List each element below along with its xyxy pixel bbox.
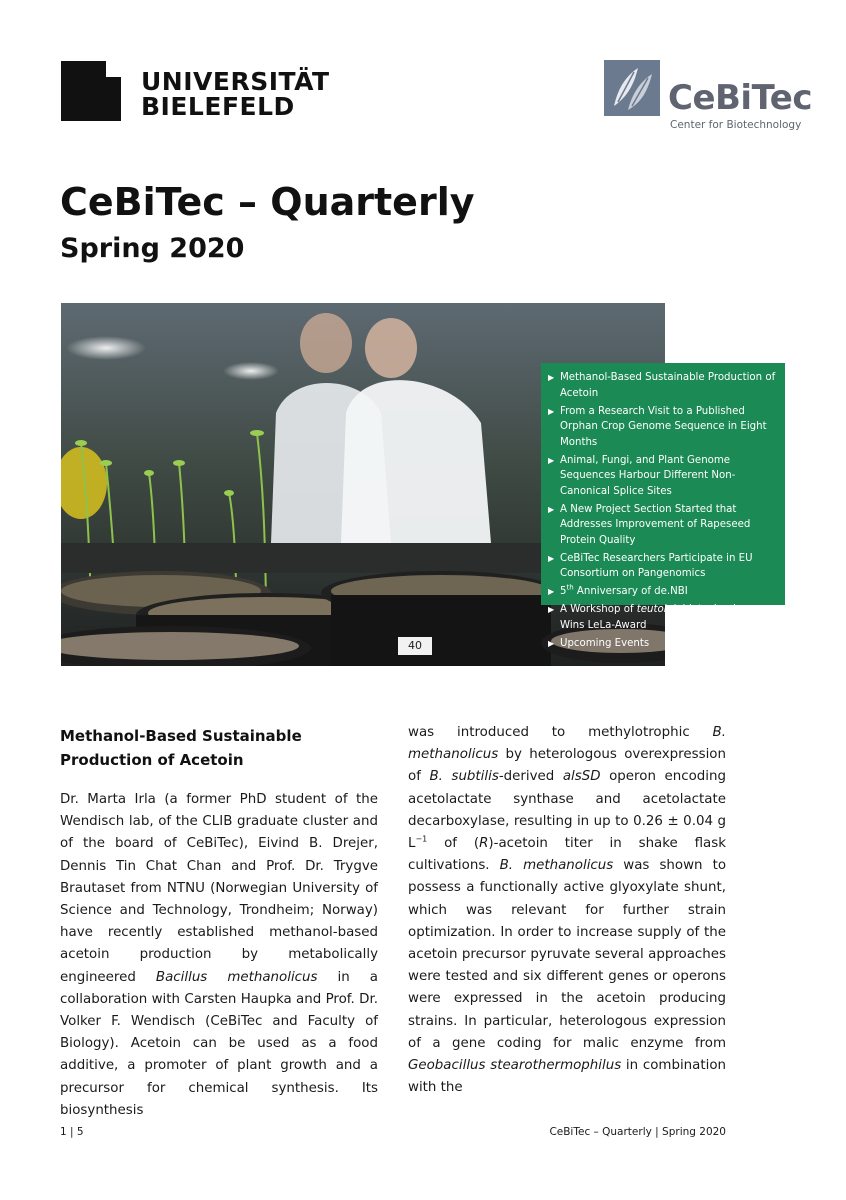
university-line2: BIELEFELD (141, 92, 295, 121)
toc-item-superscript: th (566, 583, 574, 592)
paragraph-text: by heterologous overexpression of (408, 747, 726, 785)
toc-item-label: From a Research Visit to a Published Orphan Crop Genome Sequence in Eight Months (560, 405, 767, 448)
paragraph-text: )-acetoin titer in shake flask cultivations. (408, 836, 726, 874)
cebitec-logo-icon (604, 60, 660, 116)
pot-label: 40 (398, 637, 432, 655)
footer-publication: CeBiTec – Quarterly | Spring 2020 (549, 1126, 726, 1138)
triangle-right-icon: ▶ (548, 455, 555, 465)
university-logo-mark (61, 61, 121, 121)
gene-name: alsSD (562, 769, 601, 785)
cebitec-name: CeBiTec (668, 78, 812, 118)
triangle-right-icon: ▶ (548, 553, 555, 563)
toc-item-label: Animal, Fungi, and Plant Genome Sequences Harbour Different Non-Canonical Splice Sites (560, 454, 736, 497)
paragraph-text: of ( (427, 836, 480, 852)
unit-exponent: −1 (415, 834, 428, 844)
cebitec-logo (604, 60, 812, 132)
article-heading: Methanol-Based Sustainable Production of Acetoin (60, 727, 302, 769)
page-subtitle: Spring 2020 (60, 233, 245, 264)
toc-item[interactable] (548, 636, 777, 652)
toc-item[interactable] (548, 602, 777, 633)
university-line1: UNIVERSITÄT (141, 67, 330, 96)
toc-item-label: Methanol-Based Sustainable Production of Acetoin (560, 372, 776, 399)
toc-item[interactable] (548, 551, 777, 582)
toc-item-label: A Workshop of (560, 604, 637, 615)
triangle-right-icon: ▶ (548, 406, 555, 416)
toc-item[interactable] (548, 404, 777, 451)
page-number: 1 | 5 (60, 1126, 84, 1138)
paragraph-text: operon encoding acetolactate synthase and acetolactate decarboxylase, resulting in up to 0.26 ± 0.04 g L (408, 769, 726, 852)
university-name (141, 69, 330, 119)
cebitec-subtitle: Center for Biotechnology (670, 119, 802, 131)
toc-item-label: CeBiTec Researchers Participate in EU Consortium on Pangenomics (560, 552, 753, 579)
toc-item-label: Upcoming Events (560, 637, 650, 649)
paragraph-text: -derived (498, 769, 563, 785)
triangle-right-icon: ▶ (548, 638, 555, 648)
toc-item-label: Anniversary of de.NBI (573, 586, 688, 597)
triangle-right-icon: ▶ (548, 605, 555, 614)
paragraph-text: in combination with the (408, 1058, 727, 1096)
toc-item[interactable] (548, 453, 777, 500)
species-name: B. subtilis (429, 769, 499, 785)
toc-item[interactable] (548, 502, 777, 549)
triangle-right-icon: ▶ (548, 373, 555, 382)
paragraph-text: was introduced to methylotrophic (408, 725, 713, 740)
toc-item[interactable] (548, 370, 777, 401)
table-of-contents (541, 363, 785, 649)
toc-item[interactable] (548, 584, 777, 600)
species-name: B. methanolicus (499, 858, 614, 874)
triangle-right-icon: ▶ (548, 587, 555, 596)
toc-item-label: biotechnology Wins LeLa-Award (560, 604, 755, 631)
paragraph-text: was shown to possess a functionally active glyoxylate shunt, which was relevant for further strain optimization. In order to increase supply of the acetoin precursor pyruvate several approaches were tested and six different genes or operons were expressed in the acetoin producing strains. In particular, heterologous expression of a gene coding for malic enzyme from (408, 858, 727, 1051)
triangle-right-icon: ▶ (548, 504, 555, 514)
toc-item-label: A New Project Section Started that Addresses Improvement of Rapeseed Protein Quality (560, 503, 751, 546)
toc-item-emphasis: teutolab (636, 604, 680, 615)
article-column-1 (60, 789, 378, 1122)
page-title: CeBiTec – Quarterly (60, 180, 475, 224)
article-column-2 (408, 722, 726, 1099)
species-name: Bacillus methanolicus (155, 969, 318, 985)
toc-item-number: 5 (560, 586, 567, 597)
species-name: B. methanolicus (408, 725, 726, 763)
paragraph-text: in a collaboration with Carsten Haupka and Prof. Dr. Volker F. Wendisch (CeBiTec and Faculty of Biology). Acetoin can be used as a food additive, a promoter of plant growth and a precursor for chemical synthesis. Its biosynthesis (60, 969, 378, 1118)
stereo-descriptor: R (479, 836, 489, 852)
paragraph-text: Dr. Marta Irla (a former PhD student of the Wendisch lab, of the CLIB graduate cluster and of the board of CeBiTec), Eivind B. Drejer, Dennis Tin Chat Chan and Prof. Dr. Trygve Brautaset from NTNU (Norwegian University of Science and Technology, Trondheim; Norway) have recently established methanol-based acetoin production by metabolically engineered (60, 792, 378, 985)
species-name: Geobacillus stearothermophilus (408, 1058, 622, 1074)
university-logo (61, 61, 330, 121)
